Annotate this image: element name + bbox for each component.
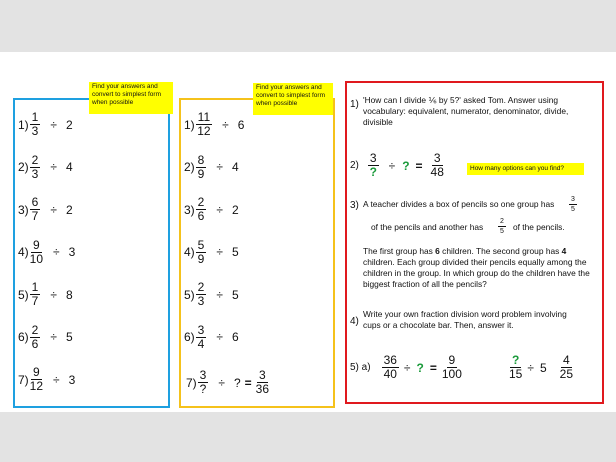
numerator: 5 xyxy=(197,237,205,252)
fraction xyxy=(196,324,207,351)
numerator: 2 xyxy=(31,152,39,167)
question-row xyxy=(18,196,73,223)
denominator: 15 xyxy=(509,367,523,381)
result-fraction xyxy=(431,152,444,179)
numerator: 11 xyxy=(197,110,211,124)
bottom-band xyxy=(0,412,616,462)
right-q4-label: 4) xyxy=(350,316,359,327)
question-label: 2) xyxy=(18,160,29,174)
denominator: 12 xyxy=(197,124,211,138)
number: 6 xyxy=(435,246,440,256)
question-label: 4) xyxy=(184,245,195,259)
question-row xyxy=(184,324,239,351)
right-question-5b xyxy=(508,354,573,381)
divide-sign: ÷ xyxy=(216,330,223,344)
denominator: 6 xyxy=(31,336,39,351)
denominator: 9 xyxy=(197,166,205,181)
question-label: 6) xyxy=(18,330,29,344)
right-q3-label: 3) xyxy=(350,200,359,211)
question-row xyxy=(184,196,239,223)
denominator: 5 xyxy=(500,228,504,235)
fraction xyxy=(196,239,207,266)
question-row xyxy=(184,239,239,266)
right-q3-fraction-1 xyxy=(569,195,577,214)
divide-sign: ÷ xyxy=(218,375,225,390)
denominator: 3 xyxy=(197,294,205,308)
numerator: 2 xyxy=(31,322,39,337)
divisor: 5 xyxy=(231,287,239,302)
question-label: 3) xyxy=(184,202,195,217)
denominator: ? xyxy=(199,382,207,396)
denominator: ? xyxy=(369,165,377,179)
divisor: 5 xyxy=(65,330,73,344)
result-fraction xyxy=(256,369,269,396)
question-row xyxy=(18,154,73,181)
result-fraction xyxy=(442,354,462,381)
unknown: ? xyxy=(416,360,424,375)
question-row xyxy=(18,111,73,138)
fraction xyxy=(30,111,41,138)
denominator: 12 xyxy=(29,379,44,393)
question-label: 5) xyxy=(18,287,29,302)
question-row xyxy=(18,281,73,308)
numerator: 9 xyxy=(448,353,456,367)
fraction xyxy=(30,196,41,223)
numerator: 6 xyxy=(31,195,39,209)
question-row xyxy=(18,366,75,393)
denominator: 5 xyxy=(571,206,575,213)
right-question-2 xyxy=(350,152,444,179)
question-label: 7) xyxy=(18,372,29,387)
denominator: 100 xyxy=(441,367,462,381)
fraction xyxy=(196,196,207,223)
fraction xyxy=(30,239,43,266)
numerator: 36 xyxy=(383,353,397,367)
divide-sign: ÷ xyxy=(216,160,223,174)
result-fraction xyxy=(560,354,573,381)
denominator: 36 xyxy=(255,382,270,396)
right-q1-label: 1) xyxy=(350,99,359,110)
question-label: 2) xyxy=(350,160,359,171)
denominator: 48 xyxy=(430,165,444,179)
question-label: 5) a) xyxy=(350,362,371,373)
numerator: 1 xyxy=(31,110,39,124)
question-label: 1) xyxy=(184,117,195,132)
denominator: 7 xyxy=(31,294,39,308)
denominator: 3 xyxy=(31,166,39,181)
numerator: 2 xyxy=(500,218,504,225)
fraction xyxy=(196,281,207,308)
divide-sign: ÷ xyxy=(53,245,60,259)
right-q3-line1: A teacher divides a box of pencils so one group has xyxy=(363,199,555,209)
fraction xyxy=(509,354,522,381)
divide-sign: ÷ xyxy=(403,360,411,375)
question-label: 3) xyxy=(18,202,29,217)
denominator: 4 xyxy=(197,336,205,351)
question-row xyxy=(184,154,239,181)
question-label: 5) xyxy=(184,287,195,302)
text: children. Each group divided their pencils equally among the children in the group. In which group do the children have the biggest fraction of all the pencils? xyxy=(363,257,590,289)
fraction xyxy=(368,152,379,179)
numerator: 9 xyxy=(33,365,40,379)
unknown: ? xyxy=(233,375,241,390)
fraction xyxy=(30,366,43,393)
divide-sign: ÷ xyxy=(222,117,229,132)
divide-sign: ÷ xyxy=(50,117,57,132)
fraction xyxy=(30,154,41,181)
equals-sign: = xyxy=(244,375,252,390)
question-row xyxy=(184,111,244,138)
right-question-5a xyxy=(350,354,462,381)
middle-instruction-note: Find your answers and convert to simplest form when possible xyxy=(253,83,333,115)
divisor: 5 xyxy=(539,360,547,375)
divide-sign: ÷ xyxy=(50,202,57,217)
question-label: 7) xyxy=(186,375,197,390)
numerator: 3 xyxy=(258,368,266,382)
right-hint-note: How many options can you find? xyxy=(467,163,584,175)
right-q3-paragraph xyxy=(363,246,595,290)
numerator: 3 xyxy=(433,151,441,165)
equals-sign: = xyxy=(415,158,423,173)
numerator: 3 xyxy=(369,151,377,165)
top-band xyxy=(0,0,616,52)
divide-sign: ÷ xyxy=(53,372,60,387)
fraction xyxy=(30,324,41,351)
numerator: 1 xyxy=(31,280,39,294)
left-instruction-note: Find your answers and convert to simplest form when possible xyxy=(89,82,173,114)
numerator: 3 xyxy=(197,322,205,337)
divisor: 4 xyxy=(65,160,73,174)
numerator: 3 xyxy=(571,196,575,203)
divisor: 5 xyxy=(231,245,239,259)
right-q3-line2: of the pencils and another has xyxy=(371,222,484,232)
fraction xyxy=(30,281,41,308)
numerator: 2 xyxy=(197,280,205,294)
divide-sign: ÷ xyxy=(216,245,223,259)
divide-sign: ÷ xyxy=(50,330,57,344)
question-row xyxy=(18,324,73,351)
divide-sign: ÷ xyxy=(388,158,396,173)
numerator: 9 xyxy=(33,237,40,252)
number: 4 xyxy=(561,246,567,256)
numerator: 2 xyxy=(197,195,205,209)
question-label: 2) xyxy=(184,160,195,174)
divisor: 3 xyxy=(68,245,76,259)
right-q4-text: Write your own fraction division word problem involving cups or a chocolate bar. Then, answer it. xyxy=(363,309,567,330)
right-q1-text: 'How can I divide ⅙ by 5?' asked Tom. Answer using vocabulary: equivalent, numerator, denominator, divide, divisible xyxy=(363,95,569,127)
divisor: 2 xyxy=(65,202,73,217)
unknown: ? xyxy=(402,158,410,173)
numerator: 3 xyxy=(199,368,207,382)
equals-sign: = xyxy=(429,360,437,375)
numerator: 8 xyxy=(197,152,205,167)
divisor: 6 xyxy=(237,117,245,132)
numerator: 4 xyxy=(562,353,570,367)
divisor: 3 xyxy=(68,372,76,387)
question-row xyxy=(184,281,239,308)
denominator: 6 xyxy=(197,209,205,223)
text: children. The second group has xyxy=(442,246,560,256)
question-label: 6) xyxy=(184,330,195,344)
right-q3-fraction-2 xyxy=(498,217,506,236)
divide-sign: ÷ xyxy=(216,202,223,217)
fraction xyxy=(196,154,207,181)
divisor: 4 xyxy=(231,160,239,174)
denominator: 25 xyxy=(559,367,573,381)
divisor: 8 xyxy=(65,287,73,302)
divisor: 2 xyxy=(231,202,239,217)
question-label: 1) xyxy=(18,117,29,132)
text: The first group has xyxy=(363,246,433,256)
divide-sign: ÷ xyxy=(216,287,223,302)
denominator: 9 xyxy=(197,251,205,266)
divisor: 2 xyxy=(65,117,73,132)
denominator: 10 xyxy=(29,251,44,266)
numerator: ? xyxy=(512,353,520,367)
question-row xyxy=(18,239,75,266)
divisor: 6 xyxy=(231,330,239,344)
question-label: 4) xyxy=(18,245,29,259)
denominator: 40 xyxy=(383,367,397,381)
divide-sign: ÷ xyxy=(50,160,57,174)
divide-sign: ÷ xyxy=(527,360,534,375)
fraction xyxy=(198,369,209,396)
divide-sign: ÷ xyxy=(50,287,57,302)
fraction xyxy=(382,354,399,381)
denominator: 7 xyxy=(31,209,39,223)
fraction xyxy=(196,111,212,138)
middle-question-7 xyxy=(186,369,269,396)
right-q3-line3: of the pencils. xyxy=(513,222,565,232)
denominator: 3 xyxy=(31,124,39,138)
